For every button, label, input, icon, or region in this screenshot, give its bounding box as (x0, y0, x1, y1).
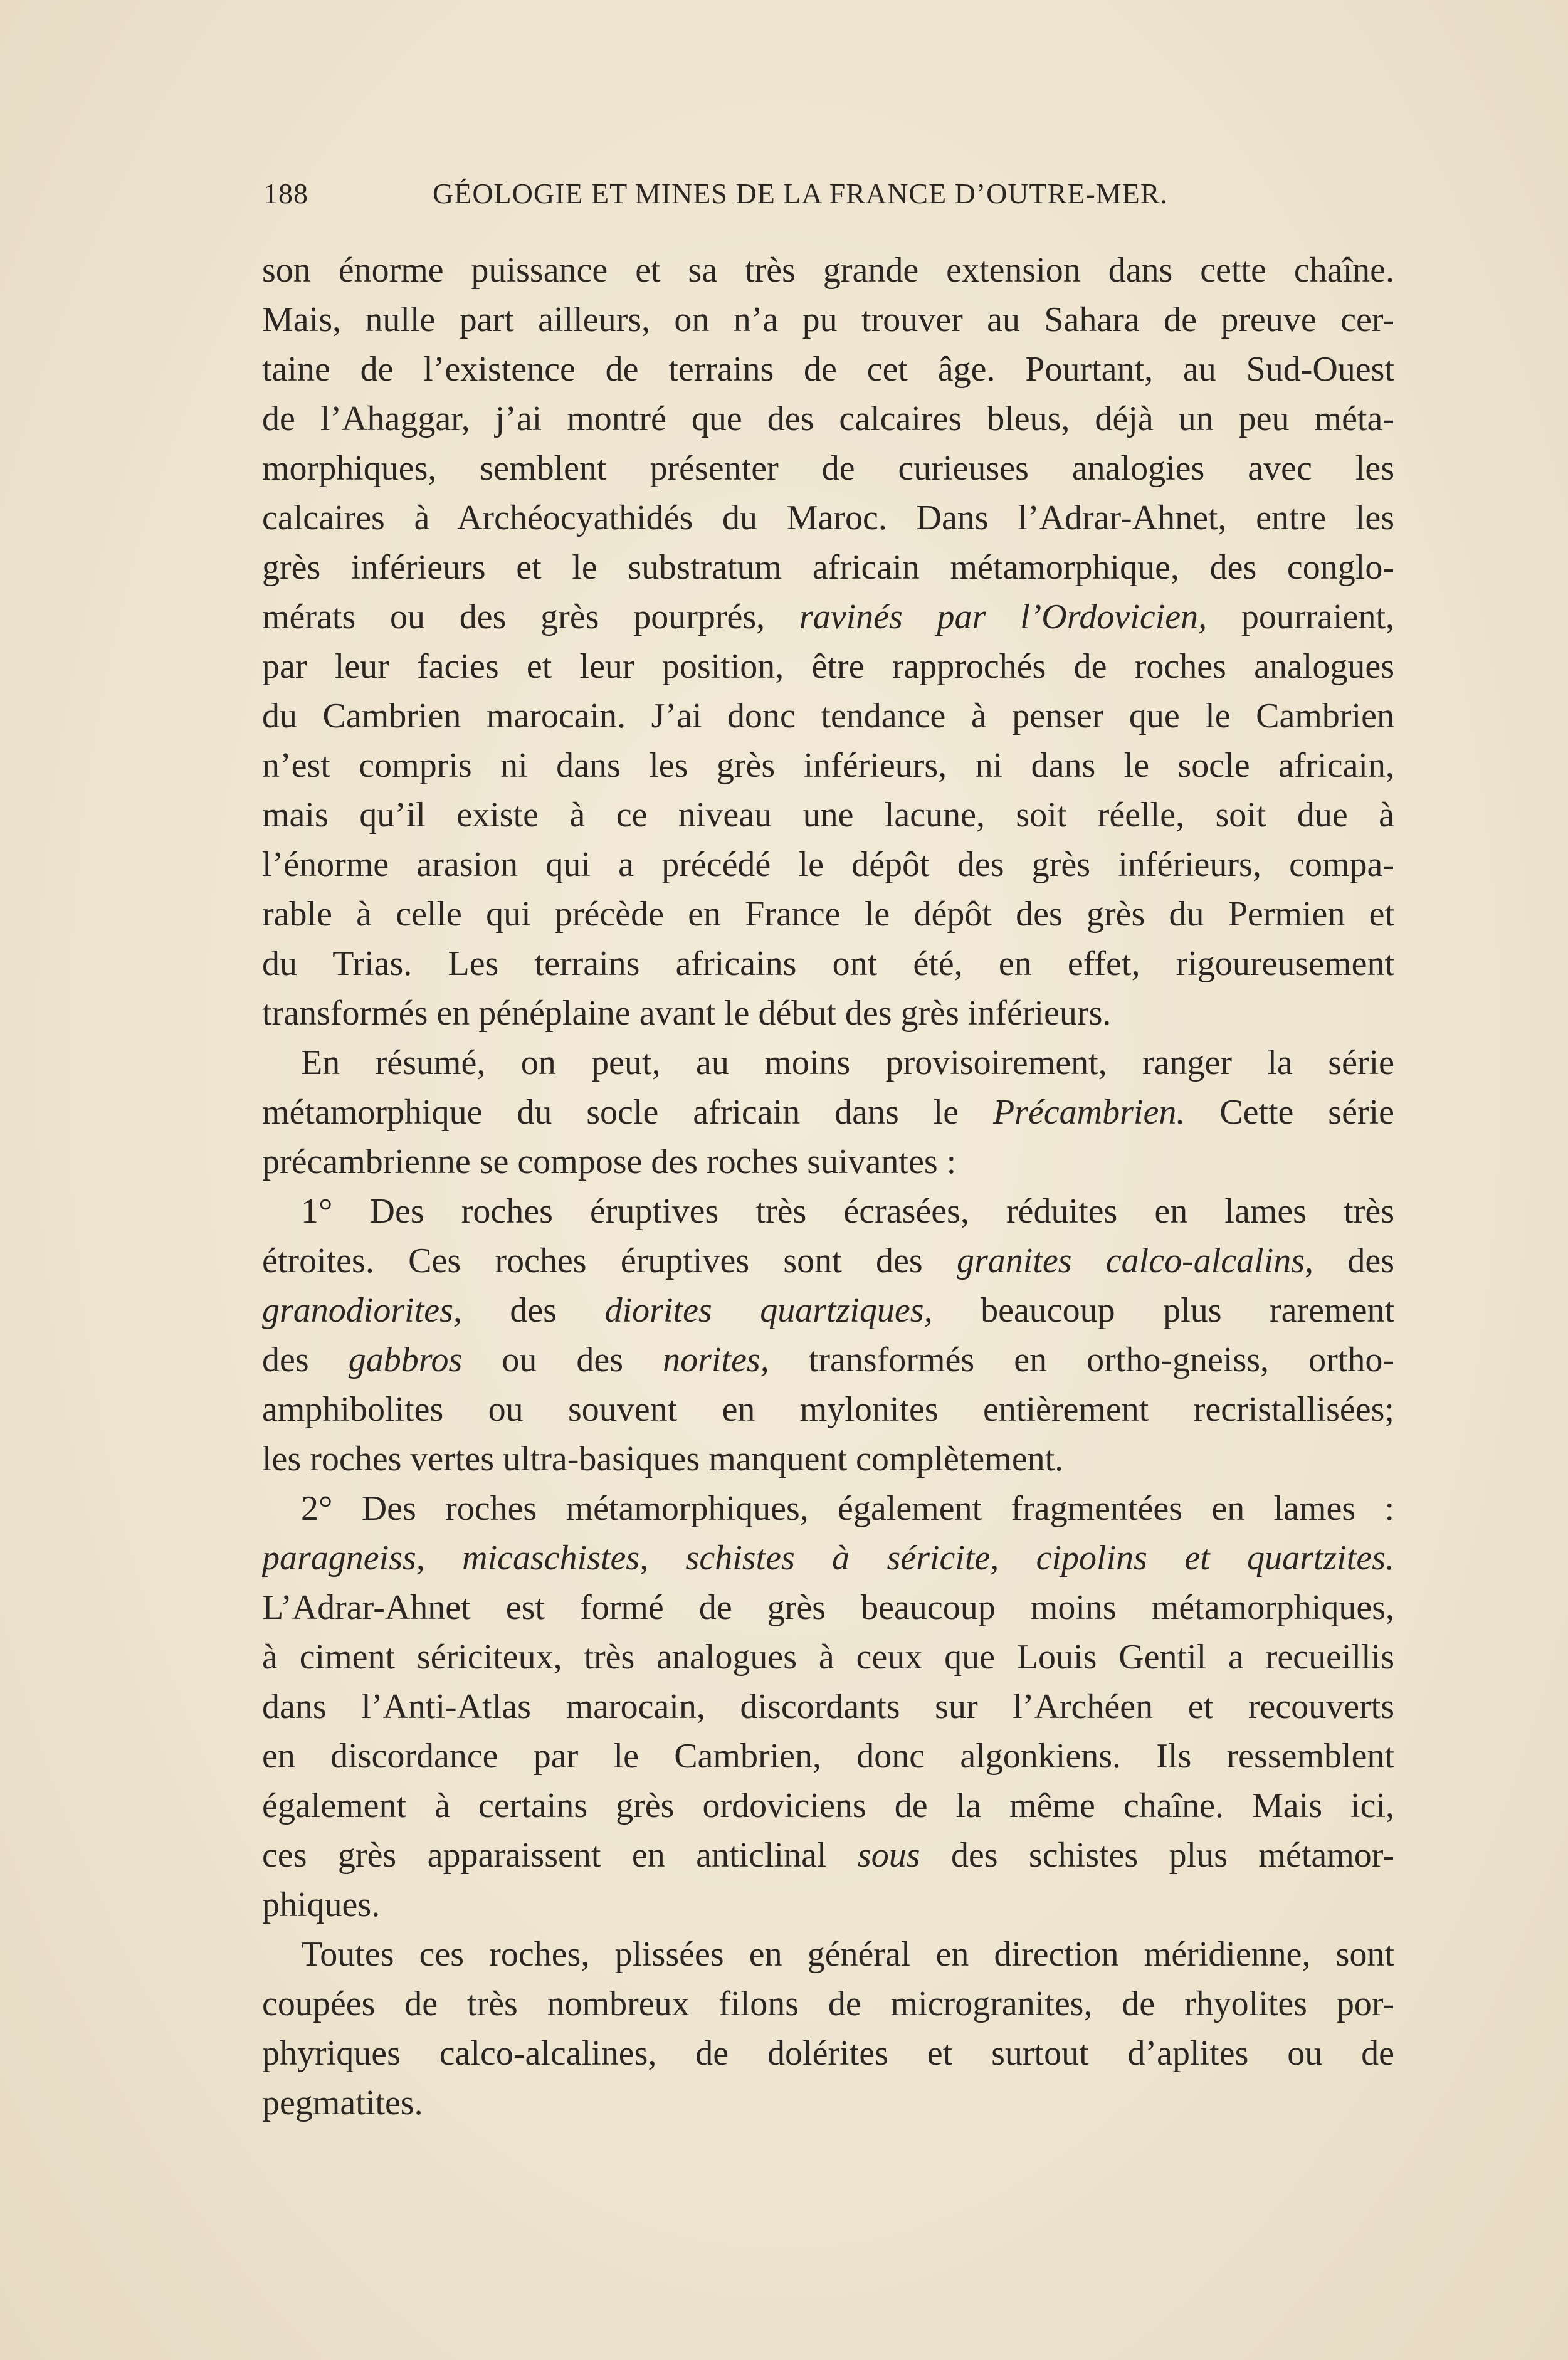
text-segment: précambrienne se compose des roches suivantes : (262, 1142, 957, 1181)
text-segment: calcaires à Archéocyathidés du Maroc. Dans l’Adrar-Ahnet, entre les (262, 498, 1394, 537)
text-line (262, 2078, 1394, 2128)
italic-text: sous (857, 1836, 920, 1875)
text-segment: ou des (462, 1341, 663, 1379)
text-segment: Mais, nulle part ailleurs, on n’a pu trouver au Sahara de preuve cer- (262, 300, 1394, 339)
text-segment: mais qu’il existe à ce niveau une lacune, soit réelle, soit due à (262, 796, 1394, 835)
text-line (262, 295, 1394, 345)
text-segment: coupées de très nombreux filons de microgranites, de rhyolites por- (262, 1984, 1394, 2023)
running-title: GÉOLOGIE ET MINES DE LA FRANCE D’OUTRE-MER. (433, 177, 1168, 209)
text-line (262, 1831, 1394, 1880)
text-segment: pegmatites. (262, 2083, 423, 2122)
italic-text: granodiorites, (262, 1291, 462, 1330)
text-segment: morphiques, semblent présenter de curieuses analogies avec les (262, 449, 1394, 488)
text-segment: à ciment sériciteux, très analogues à ceux que Louis Gentil a recueillis (262, 1638, 1394, 1677)
text-segment: transformés en pénéplaine avant le début des grès inférieurs. (262, 994, 1112, 1033)
text-line (262, 1088, 1394, 1137)
text-segment: des schistes plus métamor- (920, 1836, 1394, 1875)
text-line (262, 543, 1394, 593)
text-segment: de l’Ahaggar, j’ai montré que des calcaires bleus, déjà un peu méta- (262, 399, 1394, 438)
text-segment: rable à celle qui précède en France le dépôt des grès du Permien et (262, 895, 1394, 934)
text-line (262, 394, 1394, 444)
text-segment: transformés en ortho-gneiss, ortho- (769, 1341, 1394, 1379)
italic-text: norites, (663, 1341, 769, 1379)
text-line (262, 1335, 1394, 1385)
text-line (262, 939, 1394, 989)
text-line (262, 1484, 1394, 1534)
text-segment: En résumé, on peut, au moins provisoirement, ranger la série (301, 1043, 1394, 1082)
text-line (262, 444, 1394, 493)
text-segment: amphibolites ou souvent en mylonites entièrement recristallisées; (262, 1390, 1394, 1429)
text-segment: 2° Des roches métamorphiques, également fragmentées en lames : (301, 1489, 1394, 1528)
text-line (262, 1038, 1394, 1088)
text-line (262, 493, 1394, 543)
text-line (262, 1682, 1394, 1732)
text-line (262, 1435, 1394, 1484)
text-segment: métamorphique du socle africain dans le (262, 1093, 993, 1132)
text-segment: ces grès apparaissent en anticlinal (262, 1836, 858, 1875)
text-line (262, 2029, 1394, 2078)
text-line (262, 692, 1394, 741)
text-line (262, 1385, 1394, 1435)
text-segment: Cette série (1185, 1093, 1394, 1132)
italic-text: gabbros (348, 1341, 463, 1379)
text-line (262, 840, 1394, 890)
text-line (262, 246, 1394, 295)
text-segment: phyriques calco-alcalines, de dolérites et surtout d’aplites ou de (262, 2034, 1394, 2073)
text-line (262, 1137, 1394, 1187)
text-segment: Toutes ces roches, plissées en général en direction méridienne, sont (301, 1935, 1394, 1974)
text-segment: en discordance par le Cambrien, donc algonkiens. Ils ressemblent (262, 1737, 1394, 1776)
text-segment: du Cambrien marocain. J’ai donc tendance à penser que le Cambrien (262, 697, 1394, 735)
text-segment: les roches vertes ultra-basiques manquent complètement. (262, 1440, 1064, 1478)
text-segment: 1° Des roches éruptives très écrasées, réduites en lames très (301, 1192, 1394, 1231)
text-line (262, 593, 1394, 642)
text-segment: du Trias. Les terrains africains ont été, en effet, rigoureusement (262, 944, 1394, 983)
text-line (262, 1781, 1394, 1831)
text-segment: n’est compris ni dans les grès inférieurs, ni dans le socle africain, (262, 746, 1394, 785)
text-segment: phiques. (262, 1885, 381, 1924)
text-line (262, 642, 1394, 692)
text-segment: des (262, 1341, 349, 1379)
text-segment: taine de l’existence de terrains de cet âge. Pourtant, au Sud-Ouest (262, 350, 1394, 389)
text-line (262, 1633, 1394, 1682)
text-line (262, 791, 1394, 840)
text-segment: pourraient, (1207, 598, 1394, 636)
text-segment: également à certains grès ordoviciens de la même chaîne. Mais ici, (262, 1786, 1394, 1825)
text-line (262, 1880, 1394, 1930)
text-segment: beaucoup plus rarement (932, 1291, 1394, 1330)
text-segment: des (461, 1291, 605, 1330)
text-line (262, 1187, 1394, 1236)
text-segment: dans l’Anti-Atlas marocain, discordants sur l’Archéen et recouverts (262, 1687, 1394, 1726)
italic-text: Précambrien. (992, 1093, 1186, 1132)
running-header (263, 177, 1392, 214)
text-line (262, 1732, 1394, 1781)
text-segment: grès inférieurs et le substratum africain métamorphique, des conglo- (262, 548, 1394, 587)
page-number: 188 (263, 177, 308, 209)
text-line (262, 1979, 1394, 2029)
text-line (262, 989, 1394, 1038)
italic-text: granites calco-alcalins, (956, 1241, 1314, 1280)
body-text (262, 246, 1394, 2128)
text-segment: par leur facies et leur position, être rapprochés de roches analogues (262, 647, 1394, 686)
text-line (262, 890, 1394, 939)
text-segment: des (1313, 1241, 1394, 1280)
italic-text: diorites quartziques, (604, 1291, 933, 1330)
text-segment: l’énorme arasion qui a précédé le dépôt des grès inférieurs, compa- (262, 845, 1394, 884)
text-line (262, 1534, 1394, 1583)
text-line (262, 1583, 1394, 1633)
text-line (262, 741, 1394, 791)
italic-text: ravinés par l’Ordovicien, (799, 598, 1208, 636)
italic-text: paragneiss, micaschistes, schistes à séricite, cipolins et quartzites. (262, 1539, 1394, 1578)
text-segment: mérats ou des grès pourprés, (262, 598, 799, 636)
text-line (262, 1286, 1394, 1335)
text-segment: L’Adrar-Ahnet est formé de grès beaucoup moins métamorphiques, (262, 1588, 1394, 1627)
text-segment: son énorme puissance et sa très grande extension dans cette chaîne. (262, 251, 1394, 290)
text-segment: étroites. Ces roches éruptives sont des (262, 1241, 957, 1280)
text-line (262, 345, 1394, 394)
text-line (262, 1930, 1394, 1979)
text-line (262, 1236, 1394, 1286)
